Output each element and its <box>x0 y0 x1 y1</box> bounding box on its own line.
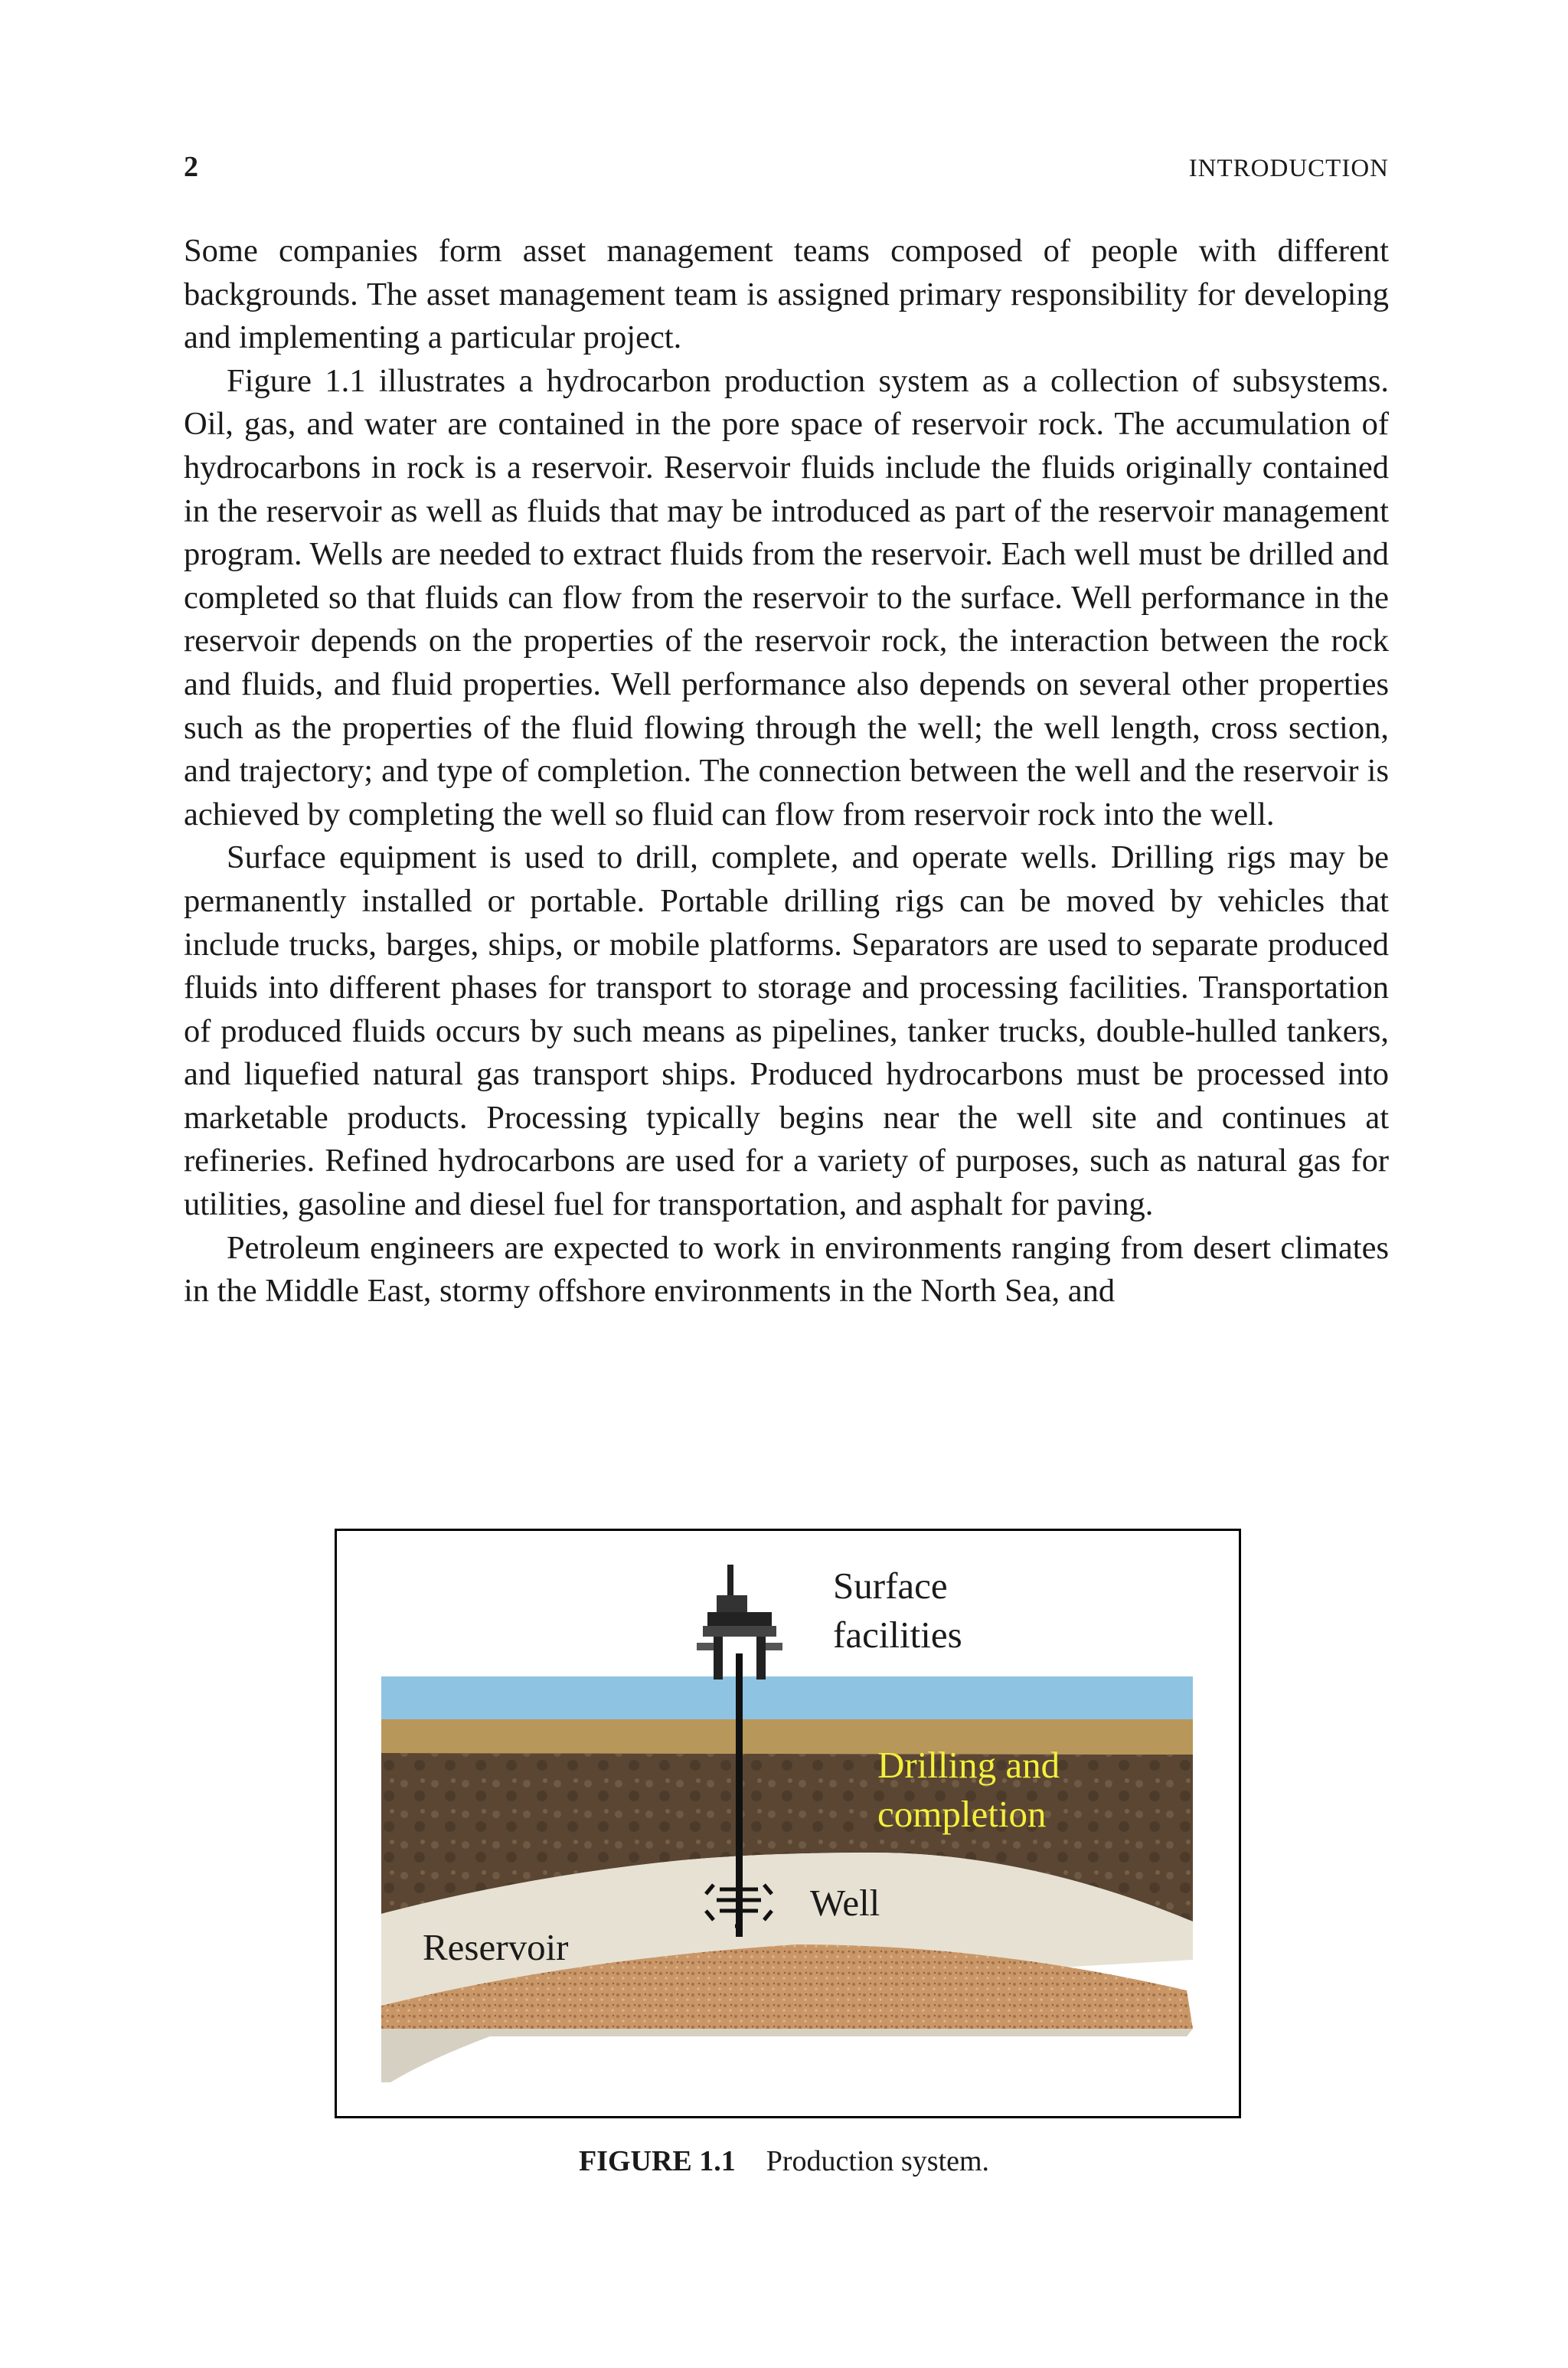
paragraph-2: Figure 1.1 illustrates a hydrocarbon production system as a collection of subsystems. Oil, gas, and water are contained in the pore space of reservoir rock. The accumulation of hydrocarbons in rock is a reservoir. Reservoir fluids include the fluids originally contained in the reservoir as well as fluids that may be introduced as part of the reservoir management program. Wells are needed to extract fluids from the reservoir. Each well must be drilled and completed so that fluids can flow from the reservoir to the surface. Well performance in the reservoir depends on the properties of the reservoir rock, the interaction between the rock and fluids, and fluid properties. Well performance also depends on several other properties such as the properties of the fluid flowing through the well; the well length, cross section, and trajectory; and type of completion. The connection between the well and the reservoir is achieved by completing the well so fluid can flow from reservoir rock into the well. <box>184 362 1389 832</box>
drilling-completion-label: Drilling and completion <box>877 1744 1060 1835</box>
page-number: 2 <box>184 151 198 183</box>
surface-facilities-label: Surface facilities <box>833 1565 962 1656</box>
paragraph-1: Some companies form asset management teams composed of people with different backgrounds. The asset management team is assigned primary responsibility for developing and implementing a particular project. <box>184 233 1389 356</box>
paragraph-4: Petroleum engineers are expected to work in environments ranging from desert climates in the Middle East, stormy offshore environments in the North Sea, and <box>184 1229 1389 1310</box>
figure-caption <box>0 2144 1568 2178</box>
production-system-illustration <box>337 1531 1239 2116</box>
caption-text: Production system. <box>766 2145 990 2177</box>
production-system-figure <box>335 1529 1241 2118</box>
sky-layer <box>381 1676 1193 1719</box>
paragraph-3: Surface equipment is used to drill, complete, and operate wells. Drilling rigs may be permanently installed or portable. Portable drilling rigs can be moved by vehicles that include trucks, barges, ships, or mobile platforms. Separators are used to separate produced fluids into different phases for transport to storage and processing facilities. Transportation of produced fluids occurs by such means as pipelines, tanker trucks, double-hulled tankers, and liquefied natural gas transport ships. Produced hydrocarbons must be processed into marketable products. Processing typically begins near the well site and continues at refineries. Refined hydrocarbons are used for a variety of purposes, such as natural gas for utilities, gasoline and diesel fuel for transportation, and asphalt for paving. <box>184 839 1389 1223</box>
running-head: INTRODUCTION <box>1188 155 1389 182</box>
topsoil-layer <box>381 1719 1193 1755</box>
page-header <box>184 150 1389 187</box>
reservoir-label: Reservoir <box>423 1926 569 1968</box>
caption-number: FIGURE 1.1 <box>578 2145 736 2177</box>
well-label: Well <box>810 1882 880 1924</box>
well-pipe <box>736 1653 743 1937</box>
body-text <box>184 230 1389 1313</box>
